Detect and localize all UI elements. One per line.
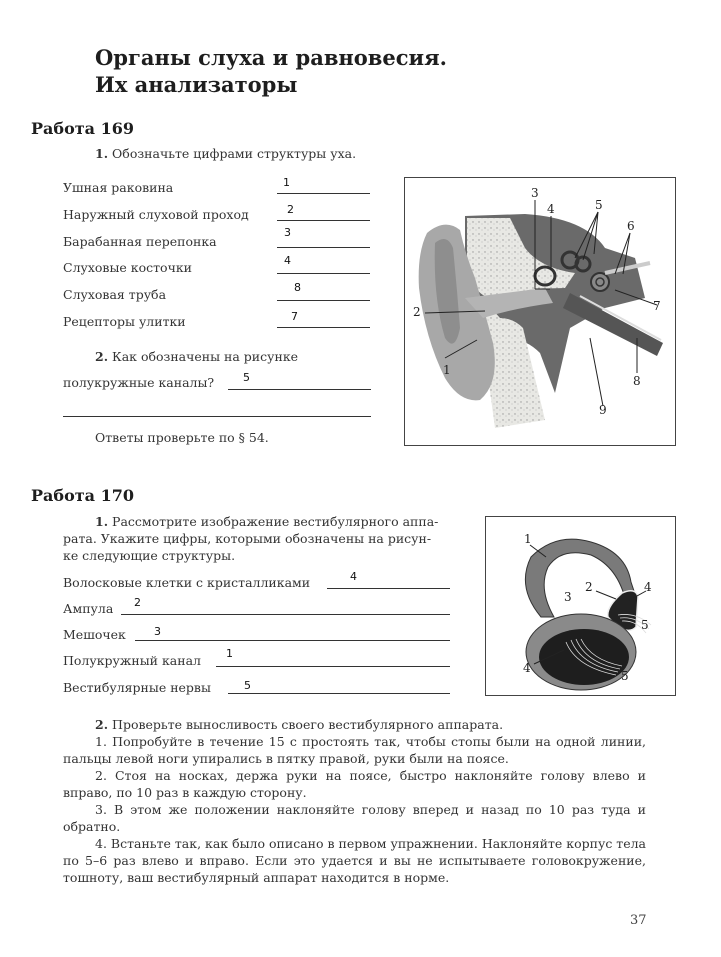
row-label: Полукружный канал <box>63 653 201 668</box>
row-label: Слуховые косточки <box>63 260 192 275</box>
answer-value[interactable]: 5 <box>244 679 251 692</box>
answer-line[interactable] <box>277 327 370 328</box>
task-text: Проверьте выносливость своего вестибулярного аппарата. <box>112 717 504 732</box>
task-number: 1. <box>95 146 109 161</box>
figure-label: 5 <box>641 618 649 632</box>
answer-value[interactable]: 2 <box>134 596 141 609</box>
task-text: Рассмотрите изображение вестибулярного аппа- <box>112 514 439 529</box>
exercise-step: 4. Встаньте так, как было описано в первом упражнении. Наклоняйте корпус тела по 5–6 раз влево и вправо. Если это удается и вы не испытываете головокружение, тошноту, ваш вестибулярный аппарат находится в норме. <box>63 836 646 885</box>
figure-label: 2 <box>585 580 593 594</box>
exercise-step: 3. В этом же положении наклоняйте голову вперед и назад по 10 раз туда и обратно. <box>63 802 646 834</box>
row-label: Рецепторы улитки <box>63 314 186 329</box>
row-label: Слуховая труба <box>63 287 167 302</box>
work-170-heading: Работа 170 <box>31 486 134 505</box>
task-text-line-1: Как обозначены на рисунке <box>112 349 299 364</box>
figure-label: 6 <box>627 219 635 233</box>
answer-line[interactable] <box>327 588 450 589</box>
vestibular-illustration <box>486 517 675 695</box>
answer-line[interactable] <box>121 614 450 615</box>
answer-value[interactable]: 4 <box>350 570 357 583</box>
answer-line[interactable] <box>228 389 371 390</box>
answer-line-extra[interactable] <box>63 416 371 417</box>
figure-label: 1 <box>524 532 532 546</box>
exercise-step: 2. Стоя на носках, держа руки на поясе, быстро наклоняйте голову влево и вправо, по 10 раз в каждую сторону. <box>63 768 646 800</box>
answer-line[interactable] <box>228 693 450 694</box>
work-169-task-2 <box>95 349 298 364</box>
figure-label: 5 <box>621 669 629 683</box>
page-title-line-1: Органы слуха и равновесия. <box>95 45 447 70</box>
vestibular-figure <box>485 516 676 696</box>
figure-label: 3 <box>564 590 572 604</box>
answer-value[interactable]: 8 <box>294 281 301 294</box>
figure-label: 4 <box>644 580 652 594</box>
answer-value[interactable]: 3 <box>154 625 161 638</box>
work-169-heading: Работа 169 <box>31 119 134 138</box>
answer-value[interactable]: 4 <box>284 254 291 267</box>
figure-label: 7 <box>653 299 661 313</box>
answer-value[interactable]: 5 <box>243 371 250 384</box>
answer-line[interactable] <box>277 247 370 248</box>
ear-illustration <box>405 178 675 445</box>
answer-line[interactable] <box>277 300 370 301</box>
figure-label: 5 <box>595 198 603 212</box>
saccule-inner <box>539 629 629 685</box>
work-170-task-1-line-2: рата. Укажите цифры, которыми обозначены на рисун- <box>63 531 432 546</box>
answer-value[interactable]: 1 <box>283 176 290 189</box>
row-label: Ушная раковина <box>63 180 174 195</box>
answer-value[interactable]: 2 <box>287 203 294 216</box>
figure-label: 2 <box>413 305 421 319</box>
row-label: Волосковые клетки с кристалликами <box>63 575 311 590</box>
work-169-task-1 <box>95 146 356 161</box>
figure-label: 9 <box>599 403 607 417</box>
row-label: Мешочек <box>63 627 126 642</box>
answer-value[interactable]: 3 <box>284 226 291 239</box>
answer-value[interactable]: 7 <box>291 310 298 323</box>
figure-label: 3 <box>531 186 539 200</box>
answer-line[interactable] <box>277 220 370 221</box>
task-number: 2. <box>95 349 109 364</box>
figure-label: 4 <box>523 661 531 675</box>
work-170-task-1-line-1 <box>95 514 438 529</box>
task-number: 2. <box>95 717 109 732</box>
check-note: Ответы проверьте по § 54. <box>95 430 269 445</box>
task-2-intro <box>63 716 646 733</box>
answer-line[interactable] <box>135 640 450 641</box>
work-170-task-1-line-3: ке следующие структуры. <box>63 548 236 563</box>
row-label: Барабанная перепонка <box>63 234 217 249</box>
task-text-line-2: полукружные каналы? <box>63 375 215 390</box>
page-number: 37 <box>630 913 647 928</box>
answer-line[interactable] <box>216 666 450 667</box>
cochlea <box>591 273 609 291</box>
exercise-step: 1. Попробуйте в течение 15 с простоять так, чтобы стопы были на одной линии, пальцы левой ноги упирались в пятку правой, руки были на поясе. <box>63 734 646 766</box>
row-label: Наружный слуховой проход <box>63 207 249 222</box>
answer-line[interactable] <box>277 193 370 194</box>
work-170-task-2 <box>63 716 646 886</box>
figure-label: 1 <box>443 363 451 377</box>
task-number: 1. <box>95 514 109 529</box>
row-label: Ампула <box>63 601 114 616</box>
answer-value[interactable]: 1 <box>226 647 233 660</box>
figure-label: 4 <box>547 202 555 216</box>
page-title-line-2: Их анализаторы <box>95 72 298 97</box>
figure-label: 8 <box>633 374 641 388</box>
ear-figure <box>404 177 676 446</box>
answer-line[interactable] <box>277 273 370 274</box>
row-label: Вестибулярные нервы <box>63 680 211 695</box>
task-text: Обозначьте цифрами структуры уха. <box>112 146 357 161</box>
page-title <box>95 44 447 98</box>
